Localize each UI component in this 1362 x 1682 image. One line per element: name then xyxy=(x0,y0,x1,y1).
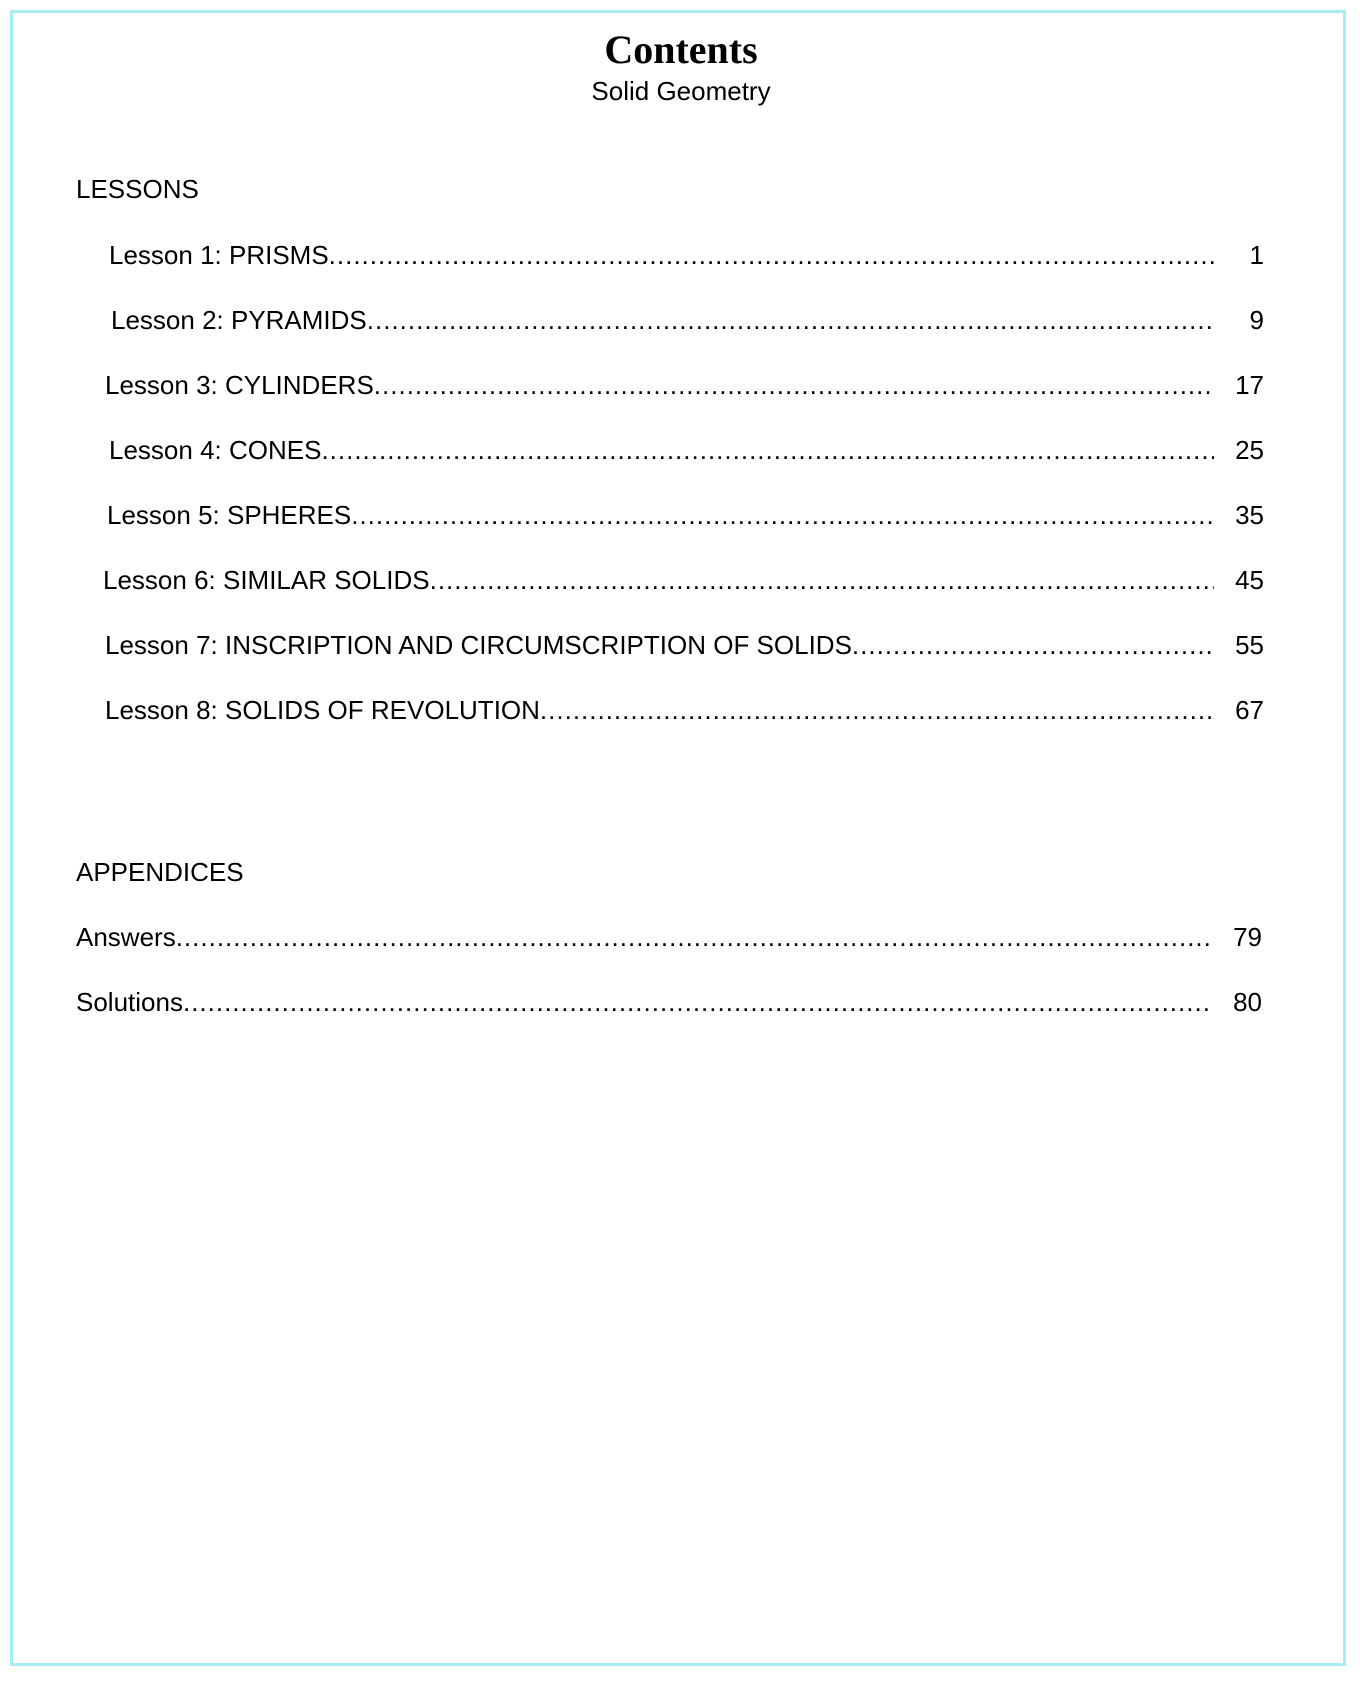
toc-entry-lesson-1[interactable] xyxy=(109,238,1264,272)
toc-entry-lesson-7[interactable] xyxy=(105,628,1264,662)
dot-leader xyxy=(540,693,1214,727)
dot-leader xyxy=(351,498,1214,532)
toc-entry-lesson-4[interactable] xyxy=(109,433,1264,467)
toc-entry-page: 79 xyxy=(1233,922,1262,952)
toc-entry-label: Solutions xyxy=(76,987,183,1017)
dot-leader xyxy=(852,628,1214,662)
toc-entry-page: 25 xyxy=(1235,435,1264,465)
dot-leader xyxy=(329,238,1214,272)
toc-entry-label: Lesson 4: CONES xyxy=(109,435,322,465)
dot-leader xyxy=(176,920,1212,954)
toc-entry-lesson-6[interactable] xyxy=(103,563,1264,597)
toc-entry-label: Lesson 7: INSCRIPTION AND CIRCUMSCRIPTION OF SOLIDS xyxy=(105,630,852,660)
toc-entry-solutions[interactable] xyxy=(76,985,1262,1019)
toc-entry-label: Lesson 5: SPHERES xyxy=(107,500,352,530)
toc-entry-label: Lesson 1: PRISMS xyxy=(109,240,329,270)
dot-leader xyxy=(321,433,1214,467)
toc-entry-page: 9 xyxy=(1249,305,1264,335)
toc-entry-page: 35 xyxy=(1235,500,1264,530)
toc-entry-page: 80 xyxy=(1233,987,1262,1017)
dot-leader xyxy=(367,303,1214,337)
toc-entry-page: 1 xyxy=(1249,240,1264,270)
toc-entry-label: Lesson 3: CYLINDERS xyxy=(105,370,374,400)
toc-entry-page: 45 xyxy=(1235,565,1264,595)
toc-entry-page: 17 xyxy=(1235,370,1264,400)
lessons-heading: LESSONS xyxy=(76,174,199,204)
toc-entry-lesson-5[interactable] xyxy=(107,498,1264,532)
page-title: Contents xyxy=(604,27,758,72)
appendices-heading: APPENDICES xyxy=(76,857,244,887)
toc-entry-label: Lesson 8: SOLIDS OF REVOLUTION xyxy=(105,695,540,725)
toc-entry-page: 55 xyxy=(1235,630,1264,660)
page-subtitle: Solid Geometry xyxy=(591,76,771,106)
toc-entry-label: Lesson 6: SIMILAR SOLIDS xyxy=(103,565,430,595)
dot-leader xyxy=(430,563,1214,597)
toc-entry-lesson-8[interactable] xyxy=(105,693,1264,727)
toc-entry-lesson-3[interactable] xyxy=(105,368,1264,402)
toc-entry-lesson-2[interactable] xyxy=(111,303,1264,337)
toc-entry-page: 67 xyxy=(1235,695,1264,725)
dot-leader xyxy=(183,985,1212,1019)
dot-leader xyxy=(374,368,1214,402)
toc-entry-label: Answers xyxy=(76,922,176,952)
toc-entry-label: Lesson 2: PYRAMIDS xyxy=(111,305,367,335)
toc-entry-answers[interactable] xyxy=(76,920,1262,954)
